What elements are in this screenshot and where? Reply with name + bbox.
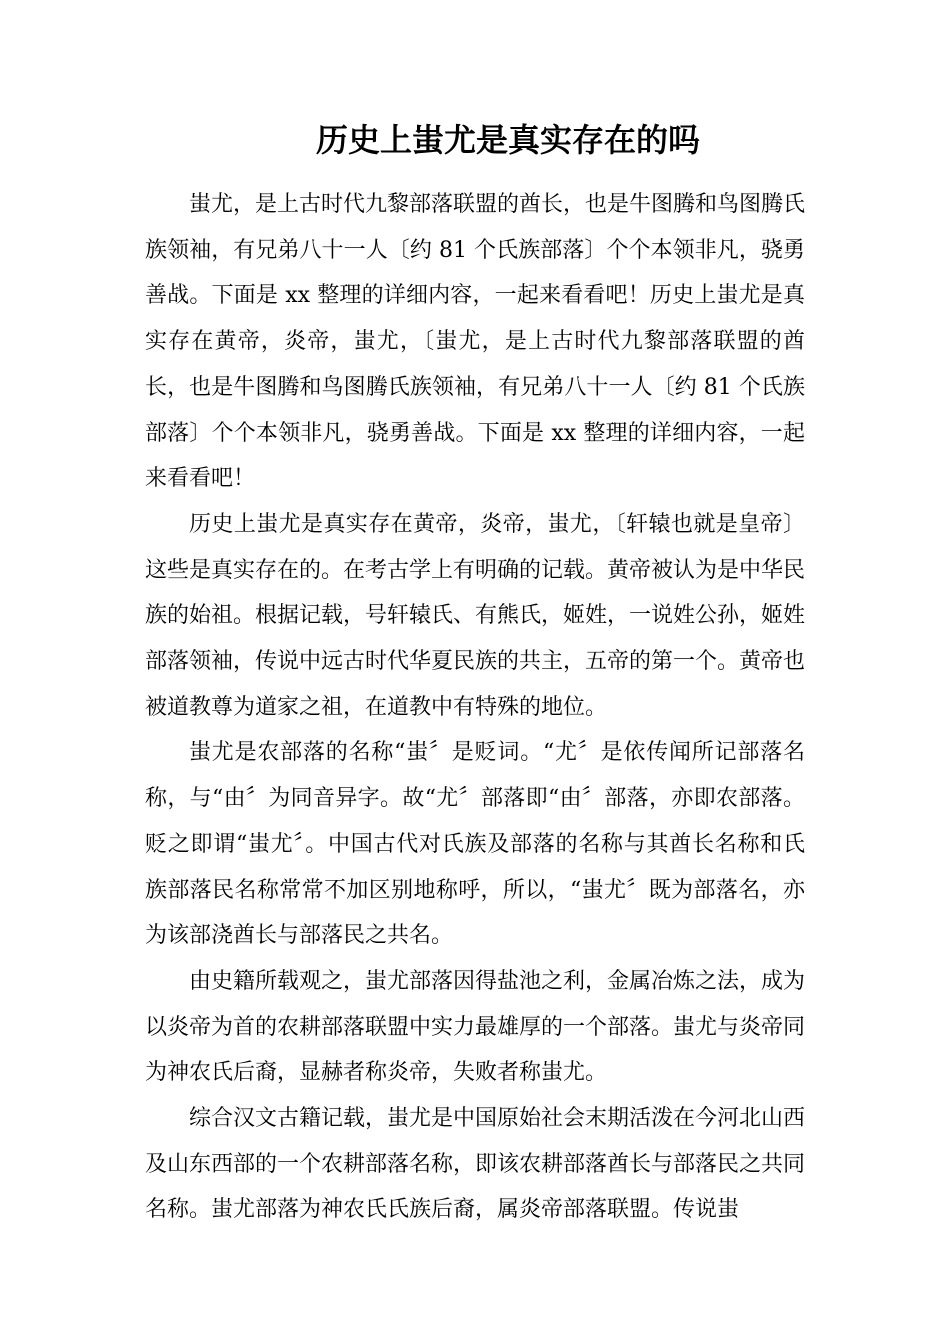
paragraph-5: 综合汉文古籍记载，蚩尤是中国原始社会末期活泼在今河北山西及山东西部的一个农耕部落名称，即该农耕部落酋长与部落民之共同名称。蚩尤部落为神农氏氏族后裔，属炎帝部落联盟。传说蚩 <box>145 1106 806 1223</box>
paragraph-2: 历史上蚩尤是真实存在黄帝，炎帝，蚩尤，〔轩辕也就是皇帝〕这些是真实存在的。在考古学上有明确的记载。黄帝被认为是中华民族的始祖。根据记载，号轩辕氏、有熊氏，姬姓，一说姓公孙，姬姓部落领袖，传说中远古时代华夏民族的共主，五帝的第一个。黄帝也被道教尊为道家之祖，在道教中有特殊的地位。 <box>145 511 806 720</box>
paragraph-1: 蚩尤，是上古时代九黎部落联盟的酋长，也是牛图腾和鸟图腾氏族领袖，有兄弟八十一人〔约 81 个氏族部落〕个个本领非凡，骁勇善战。下面是 xx 整理的详细内容，一起来看看吧！历史上蚩尤是真实存在黄帝，炎帝，蚩尤，〔蚩尤，是上古时代九黎部落联盟的酋长，也是牛图腾和鸟图腾氏族领袖，有兄弟八十一人〔约 81 个氏族部落〕个个本领非凡，骁勇善战。下面是 xx 整理的详细内容，一起来看看吧！ <box>145 192 806 492</box>
document-body <box>145 182 805 1233</box>
paragraph-4: 由史籍所载观之，蚩尤部落因得盐池之利，金属冶炼之法，成为以炎帝为首的农耕部落联盟中实力最雄厚的一个部落。蚩尤与炎帝同为神农氏后裔，显赫者称炎帝，失败者称蚩尤。 <box>145 968 806 1086</box>
paragraph-3: 蚩尤是农部落的名称“蚩〞是贬词。“尤〞是依传闻所记部落名称，与“由〞为同音异字。故“尤〞部落即“由〞部落，亦即农部落。贬之即谓“蚩尤〞。中国古代对氏族及部落的名称与其酋长名称和氏族部落民名称常常不加区别地称呼，所以，“蚩尤〞既为部落名，亦为该部浇酋长与部落民之共名。 <box>145 740 805 949</box>
document-title: 历史上蚩尤是真实存在的吗 <box>315 121 700 159</box>
